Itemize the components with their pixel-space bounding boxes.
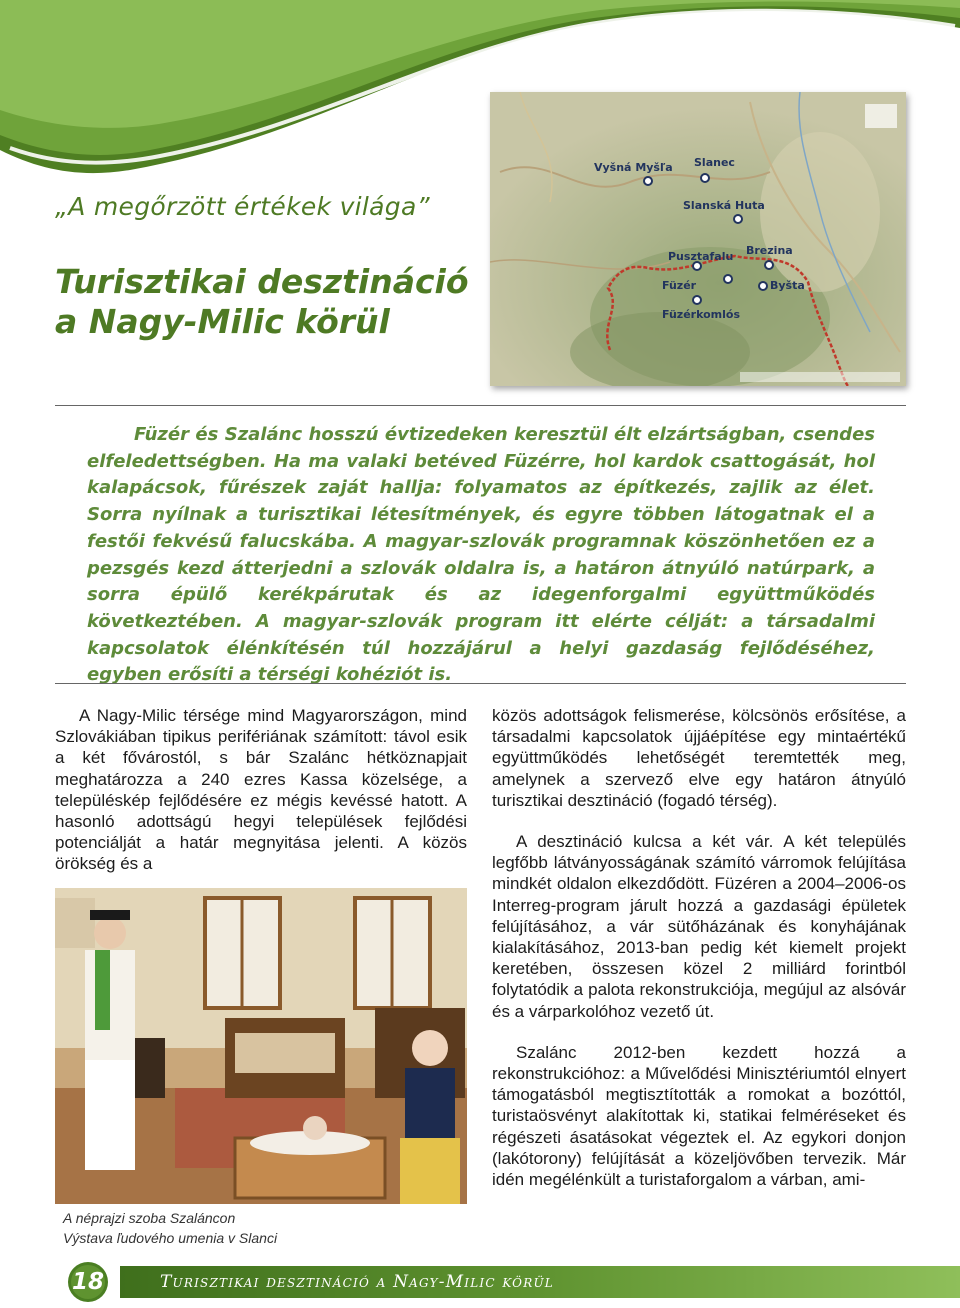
body-paragraph: közös adottságok felismerése, kölcsönös erősítése, a társadalmi kapcsolatok újjáépítése egy mintaértékű együttműködés lehetőségét teremtették meg, amelynek a szervező elve egy határon átnyúló turisztikai desztináció (fogadó térség). (492, 706, 906, 810)
map-label-pusztafalu: Pusztafalu (668, 250, 734, 263)
body-paragraph: A Nagy-Milic térsége mind Magyarországon, mind Szlovákiában tipikus perifériának számított: távol esik a két fővárostól, s bár Szalánc hétköznapjait meghatározza a 240 ezres Kassa közelsége, a településkép fejlődésére ez mégis kevéssé hatott. A hasonló adottságú hegyi települések fejlődési potenciálját a határ megnyitása jelenti. A közös örökség és a (55, 706, 467, 874)
divider-bottom (55, 683, 906, 684)
photo-caption-hungarian: A néprajzi szoba Szaláncon (63, 1210, 236, 1226)
body-column-left (55, 705, 467, 875)
divider-top (55, 405, 906, 406)
lead-paragraph: Füzér és Szalánc hosszú évtizedeken keresztül élt elzártságban, csendes elfeledettségben. Ha ma valaki betéved Füzérre, hol kardok csattogását, hol kalapácsok, fűrészek zaját hallja: folyamatos az építkezés, zajlik az élet. Sorra nyílnak a turisztikai létesítmények, és egyre többen látogatnak el a festői fekvésű falucskába. A magyar-szlovák programnak köszönhetően ez a pezsgés kezd átterjedni a szlovák oldalra is, a határon átnyúló natúrpark, a sorra épülő kerékpárutak és az idegenforgalmi együttműködés következtében. A magyar-szlovák program itt elérte célját: a társadalmi kapcsolatok élénkítésén túl hozzájárul a helyi gazdaság fejlődéséhez, egyben erősíti a térségi kohéziót is. (87, 424, 875, 686)
body-paragraph: A desztináció kulcsa a két vár. A két település legfőbb látványosságának számító várromok felújítása mindkét oldalon elkezdődött. Füzéren a 2004–2006-os Interreg-program járult hozzá a gazdasági épületek felújításához, a vár sütőházának és konyhájának kialakításához, 2013-ban pedig két kiemelt projekt keretében, összesen közel 2 milliárd forintból folytatódik a palota rekonstrukciója, megújul az alsóvár és a várparkolóhoz vezető út. (492, 832, 906, 1021)
map-label-fuzer: Füzér (662, 279, 697, 292)
photo-caption (63, 1208, 277, 1248)
running-title: Turisztikai desztináció a Nagy-Milic körül (160, 1272, 554, 1292)
page-title (55, 262, 495, 342)
ethnographic-room-photo (55, 888, 467, 1204)
section-subtitle: „A megőrzött értékek világa” (55, 192, 430, 221)
page-title-line-1: Turisztikai desztináció (55, 262, 469, 301)
body-column-right (492, 705, 906, 1190)
map-label-fuzerkomlos: Füzérkomlós (662, 308, 740, 321)
body-paragraph: Szalánc 2012-ben kezdett hozzá a rekonstrukcióhoz: a Művelődési Minisztériumtól elnyert támogatásból megtisztították a romokat a bozóttól, turistaösvényt alakítottak ki, statikai felméréseket és régészeti ásatásokat végeztek el. Az egykori donjon (lakótorony) felújítását a közeljövőben tervezik. Már idén megélénkült a turistaforgalom a várban, ami- (492, 1042, 906, 1190)
region-map (490, 92, 906, 386)
map-label-vysna-mysla: Vyšná Myšľa (594, 161, 673, 174)
map-label-slanska-huta: Slanská Huta (683, 199, 765, 212)
photo-caption-slovak: Výstava ľudového umenia v Slanci (63, 1230, 278, 1246)
map-label-bysta: Byšta (770, 279, 805, 292)
page-title-line-2: a Nagy-Milic körül (55, 302, 390, 341)
map-label-brezina: Brezina (746, 244, 793, 257)
page-number: 18 (71, 1269, 104, 1295)
map-label-slanec: Slanec (694, 156, 735, 169)
